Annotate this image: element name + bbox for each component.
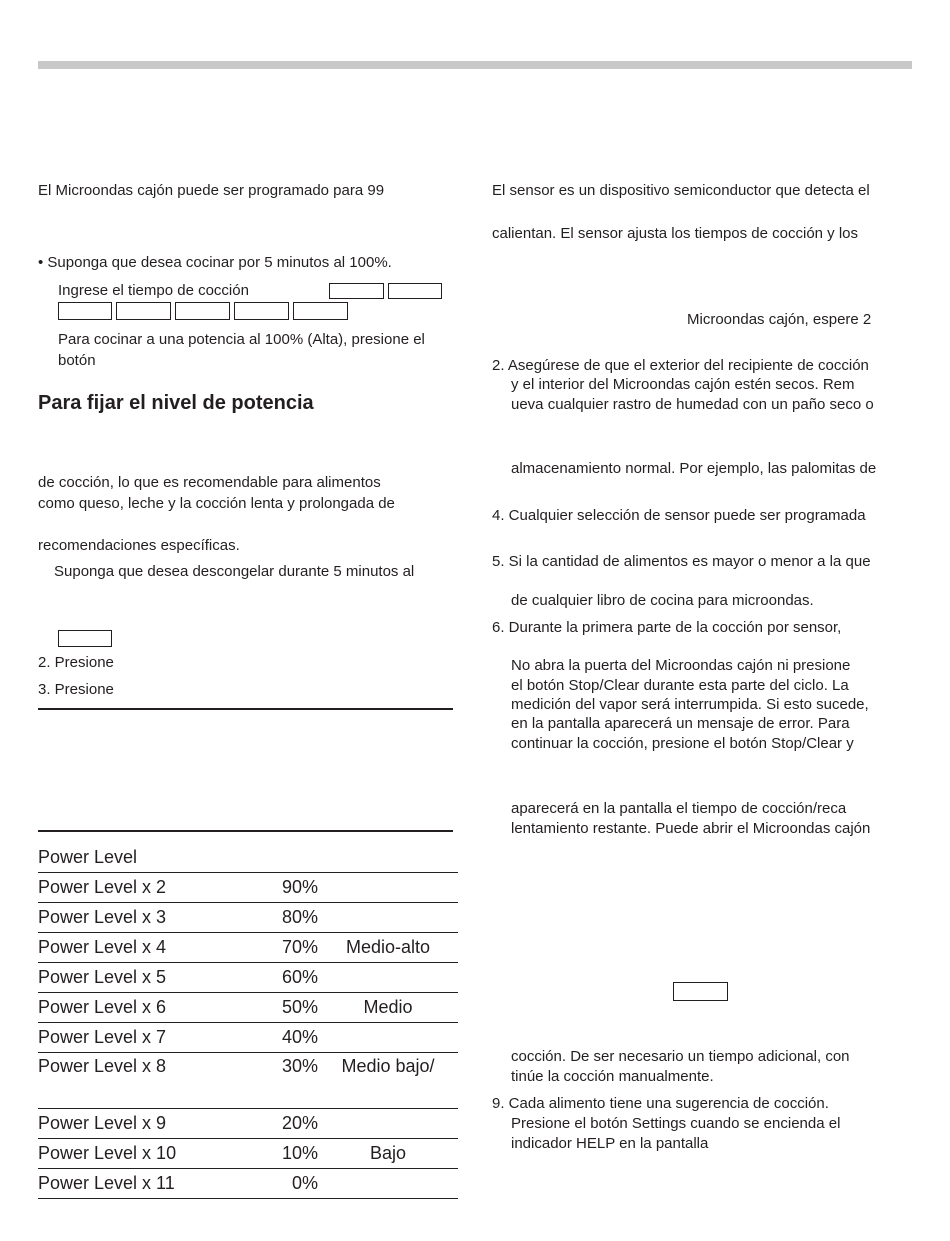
body-text: cocción. De ser necesario un tiempo adicional, con (511, 1048, 850, 1065)
power-percent: 20% (228, 1109, 318, 1139)
body-text: almacenamiento normal. Por ejemplo, las palomitas de (511, 460, 877, 477)
table-row (38, 873, 458, 903)
power-level-key: Power Level x 11 (38, 1169, 228, 1199)
step-3: 3. Presione (38, 681, 114, 698)
power-level-key: Power Level x 9 (38, 1109, 228, 1139)
power-percent: 30% (228, 1053, 318, 1109)
key-box (234, 302, 289, 320)
key-box (388, 283, 442, 299)
body-text: calientan. El sensor ajusta los tiempos de cocción y los (492, 225, 859, 242)
power-percent: 90% (228, 873, 318, 903)
list-item: indicador HELP en la pantalla (511, 1135, 709, 1152)
power-label: Bajo (318, 1139, 458, 1169)
table-row (38, 1023, 458, 1053)
table-row (38, 1053, 458, 1109)
list-item: 2. Asegúrese de que el exterior del recipiente de cocción (492, 357, 869, 374)
power-label (318, 963, 458, 993)
body-text: No abra la puerta del Microondas cajón ni presione (511, 657, 851, 674)
list-item: 9. Cada alimento tiene una sugerencia de cocción. (492, 1095, 829, 1112)
power-label (318, 843, 458, 873)
power-percent: 10% (228, 1139, 318, 1169)
key-box (673, 982, 728, 1001)
power-level-key: Power Level x 7 (38, 1023, 228, 1053)
intro-text: El Microondas cajón puede ser programado para 99 (38, 182, 385, 199)
table-row (38, 993, 458, 1023)
table-row (38, 1109, 458, 1139)
power-level-key: Power Level x 10 (38, 1139, 228, 1169)
list-item: y el interior del Microondas cajón estén secos. Rem (511, 376, 855, 393)
divider (38, 708, 453, 710)
example-bullet: • Suponga que desea cocinar por 5 minutos al 100%. (38, 254, 392, 271)
body-text: recomendaciones específicas. (38, 537, 240, 554)
power-label: Medio bajo/ (318, 1053, 458, 1109)
body-text: como queso, leche y la cocción lenta y prolongada de (38, 495, 395, 512)
key-box (175, 302, 230, 320)
body-text: de cualquier libro de cocina para microondas. (511, 592, 814, 609)
power-label: Medio-alto (318, 933, 458, 963)
body-text: tinúe la cocción manualmente. (511, 1068, 714, 1085)
section-heading: Para fijar el nivel de potencia (38, 392, 314, 414)
body-text: aparecerá en la pantalla el tiempo de cocción/reca (511, 800, 847, 817)
power-percent: 60% (228, 963, 318, 993)
power-percent: 40% (228, 1023, 318, 1053)
power-level-key: Power Level x 2 (38, 873, 228, 903)
table-row (38, 933, 458, 963)
power-level-key: Power Level x 8 (38, 1053, 228, 1109)
body-text: de cocción, lo que es recomendable para alimentos (38, 474, 381, 491)
list-item: Presione el botón Settings cuando se encienda el (511, 1115, 841, 1132)
key-box (116, 302, 171, 320)
key-box (58, 302, 112, 320)
header-rule (38, 61, 912, 69)
table-row (38, 1169, 458, 1199)
key-box (329, 283, 384, 299)
key-box (58, 630, 112, 647)
power-percent: 50% (228, 993, 318, 1023)
power-percent: 0% (228, 1169, 318, 1199)
key-box (293, 302, 348, 320)
divider (38, 830, 453, 832)
power-percent (228, 843, 318, 873)
table-row (38, 903, 458, 933)
list-item: ueva cualquier rastro de humedad con un paño seco o (511, 396, 874, 413)
power-level-key: Power Level x 6 (38, 993, 228, 1023)
power-label (318, 1169, 458, 1199)
defrost-example: Suponga que desea descongelar durante 5 minutos al (54, 563, 415, 580)
power-label (318, 873, 458, 903)
body-text: El sensor es un dispositivo semiconductor que detecta el (492, 182, 870, 199)
power-level-table (38, 843, 458, 1199)
step-2: 2. Presione (38, 654, 114, 671)
table-row (38, 963, 458, 993)
power-level-key: Power Level x 5 (38, 963, 228, 993)
power-instruction-line1: Para cocinar a una potencia al 100% (Alta), presione el (58, 331, 425, 348)
power-label: Medio (318, 993, 458, 1023)
body-text: el botón Stop/Clear durante esta parte del ciclo. La (511, 677, 849, 694)
list-item: 6. Durante la primera parte de la cocción por sensor, (492, 619, 842, 636)
body-text: lentamiento restante. Puede abrir el Microondas cajón (511, 820, 871, 837)
enter-time-text: Ingrese el tiempo de cocción (58, 282, 249, 299)
power-label (318, 1109, 458, 1139)
power-percent: 70% (228, 933, 318, 963)
power-level-key: Power Level x 3 (38, 903, 228, 933)
list-item: 5. Si la cantidad de alimentos es mayor o menor a la que (492, 553, 871, 570)
power-label (318, 903, 458, 933)
table-row (38, 1139, 458, 1169)
power-instruction-line2: botón (58, 352, 96, 369)
power-label (318, 1023, 458, 1053)
body-text: continuar la cocción, presione el botón Stop/Clear y (511, 735, 854, 752)
power-level-key: Power Level x 4 (38, 933, 228, 963)
body-text: en la pantalla aparecerá un mensaje de error. Para (511, 715, 850, 732)
power-level-key: Power Level (38, 843, 228, 873)
power-percent: 80% (228, 903, 318, 933)
table-row (38, 843, 458, 873)
list-item: 4. Cualquier selección de sensor puede ser programada (492, 507, 866, 524)
body-text: Microondas cajón, espere 2 (687, 311, 872, 328)
body-text: medición del vapor será interrumpida. Si esto sucede, (511, 696, 869, 713)
